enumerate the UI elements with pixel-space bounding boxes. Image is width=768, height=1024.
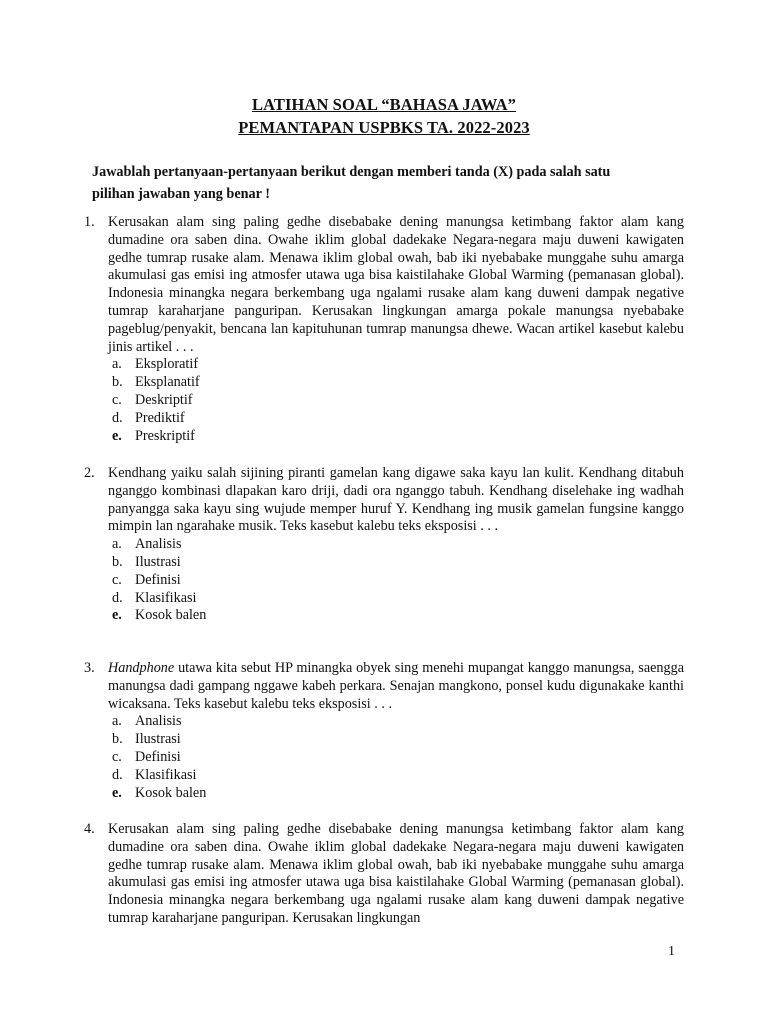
- option-a[interactable]: [108, 713, 684, 731]
- option-text: Eksplanatif: [135, 374, 200, 391]
- option-c[interactable]: [108, 749, 684, 767]
- document-subtitle: PEMANTAPAN USPBKS TA. 2022-2023: [238, 118, 530, 137]
- document-title: LATIHAN SOAL “BAHASA JAWA”: [251, 95, 517, 114]
- option-letter: b.: [112, 374, 123, 391]
- question-text: [108, 660, 684, 713]
- answer-options: [108, 713, 684, 802]
- option-b[interactable]: [108, 554, 684, 572]
- option-letter: a.: [112, 536, 122, 553]
- option-d[interactable]: [108, 410, 684, 428]
- question-4: [84, 821, 684, 928]
- question-1: [84, 214, 684, 445]
- answer-options: [108, 356, 684, 445]
- option-a[interactable]: [108, 536, 684, 554]
- option-e[interactable]: [108, 428, 684, 446]
- option-d[interactable]: [108, 767, 684, 785]
- italic-term: Handphone: [108, 660, 175, 676]
- answer-options: [108, 536, 684, 625]
- option-text: Deskriptif: [135, 391, 193, 408]
- option-text: Analisis: [135, 713, 182, 730]
- option-letter: a.: [112, 713, 122, 730]
- question-body: utawa kita sebut HP minangka obyek sing menehi mupangat kanggo manungsa, saengga manungsa dadi gampang nggawe kabeh perkara. Senajan mangkono, ponsel kudu digunakake kanthi wicaksana. Teks kasebut kalebu teks eksposisi . . .: [108, 660, 684, 712]
- option-text: Definisi: [135, 571, 181, 588]
- option-text: Preskriptif: [135, 427, 195, 444]
- question-3: [84, 660, 684, 802]
- option-letter: b.: [112, 731, 123, 748]
- option-letter: d.: [112, 766, 123, 783]
- question-number: 2.: [84, 465, 95, 481]
- option-letter: a.: [112, 356, 122, 373]
- option-letter: e.: [112, 427, 122, 444]
- option-text: Eksploratif: [135, 356, 199, 373]
- question-text: Kerusakan alam sing paling gedhe disebabake dening manungsa ketimbang faktor alam kang dumadine ora saben dina. Owahe iklim global dadekake Negara-negara maju duweni kawigaten gedhe tumrap rusake alam. Menawa iklim global owah, bab iki nyebabake munggahe suhu amarga akumulasi gas emisi ing atmosfer utawa uga bisa kaistilahake Global Warming (pemanasan global). Indonesia minangka negara berkembang uga ngalami rusake alam kang duweni dampak negative tumrap karaharjane panguripan. Kerusakan lingkungan: [108, 821, 684, 926]
- option-text: Prediktif: [135, 409, 185, 426]
- option-b[interactable]: [108, 731, 684, 749]
- question-number: 3.: [84, 660, 95, 676]
- option-text: Definisi: [135, 748, 181, 765]
- question-2: [84, 465, 684, 625]
- option-text: Analisis: [135, 536, 182, 553]
- option-text: Klasifikasi: [135, 766, 197, 783]
- option-e[interactable]: [108, 607, 684, 625]
- option-letter: e.: [112, 607, 122, 624]
- option-d[interactable]: [108, 590, 684, 608]
- question-number: 1.: [84, 214, 95, 230]
- question-text: Kerusakan alam sing paling gedhe disebabake dening manungsa ketimbang faktor alam kang dumadine ora saben dina. Owahe iklim global dadekake Negara-negara maju duweni kawigaten gedhe tumrap rusake alam. Menawa iklim global owah, bab iki nyebabake munggahe suhu amarga akumulasi gas emisi ing atmosfer utawa uga bisa kaistilahake Global Warming (pemanasan global). Indonesia minangka negara berkembang uga ngalami rusake alam kang duweni dampak negative tumrap karaharjane panguripan. Kerusakan lingkungan amarga pokale manungsa nyebabake pageblug/penyakit, bencana lan kapituhunan tumrap manungsa dhewe. Wacan artikel kasebut kalebu jinis artikel . . .: [108, 214, 684, 355]
- option-letter: b.: [112, 553, 123, 570]
- question-text: Kendhang yaiku salah sijining piranti gamelan kang digawe saka kayu lan kulit. Kendhang ditabuh nganggo kombinasi dlapakan karo driji, dadi ora nganggo tabuh. Kendhang diselehake ing wadhah panyangga saka kayu sing wujude memper huruf Y. Kendhang ing musik gamelan fungsine kanggo mimpin lan ngarahake musik. Teks kasebut kalebu teks eksposisi . . .: [108, 465, 684, 535]
- option-letter: c.: [112, 571, 122, 588]
- option-text: Kosok balen: [135, 784, 207, 801]
- option-letter: c.: [112, 391, 122, 408]
- option-letter: c.: [112, 748, 122, 765]
- option-c[interactable]: [108, 392, 684, 410]
- option-text: Ilustrasi: [135, 553, 181, 570]
- instruction-text: Jawablah pertanyaan-pertanyaan berikut dengan memberi tanda (X) pada salah satu pilihan jawaban yang benar !: [92, 164, 611, 202]
- option-e[interactable]: [108, 785, 684, 803]
- option-letter: d.: [112, 589, 123, 606]
- option-c[interactable]: [108, 572, 684, 590]
- option-text: Klasifikasi: [135, 589, 197, 606]
- option-text: Kosok balen: [135, 607, 207, 624]
- option-text: Ilustrasi: [135, 731, 181, 748]
- page-number: 1: [668, 944, 675, 959]
- option-b[interactable]: [108, 374, 684, 392]
- option-a[interactable]: [108, 356, 684, 374]
- option-letter: e.: [112, 784, 122, 801]
- option-letter: d.: [112, 409, 123, 426]
- question-number: 4.: [84, 821, 95, 837]
